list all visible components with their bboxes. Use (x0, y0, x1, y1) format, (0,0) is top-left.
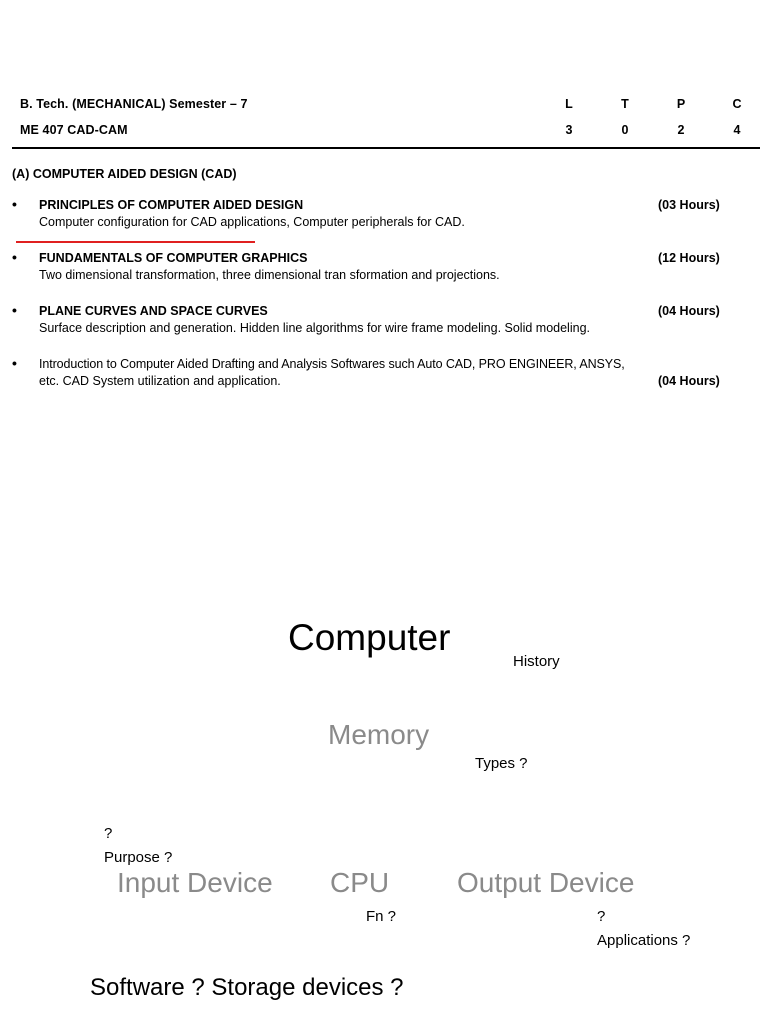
credit-t: 0 (621, 123, 629, 137)
note-output-applications: Applications ? (597, 932, 691, 949)
note-computer: Computer (288, 617, 451, 658)
topic-2-description: Two dimensional transformation, three dimensional tran sformation and projections. (39, 268, 500, 282)
topic-3-title: PLANE CURVES AND SPACE CURVES (39, 304, 268, 318)
topic-4-description-line-2: etc. CAD System utilization and application. (39, 374, 281, 388)
topic-3-hours: (04 Hours) (658, 304, 720, 318)
bullet-3: • (12, 302, 17, 318)
topic-4-hours: (04 Hours) (658, 374, 720, 388)
topic-2-title: FUNDAMENTALS OF COMPUTER GRAPHICS (39, 251, 308, 265)
bullet-2: • (12, 249, 17, 265)
note-memory: Memory (328, 719, 430, 750)
note-memory-types: Types ? (475, 755, 528, 772)
credit-p: 2 (677, 123, 685, 137)
course-code: ME 407 CAD-CAM (20, 123, 128, 137)
bullet-1: • (12, 196, 17, 212)
note-cpu-fn: Fn ? (366, 908, 397, 925)
topic-2-hours: (12 Hours) (658, 251, 720, 265)
topic-1-description: Computer configuration for CAD applications, Computer peripherals for CAD. (39, 215, 465, 229)
note-cpu: CPU (330, 867, 390, 898)
column-l-header: L (565, 97, 573, 111)
note-input-device: Input Device (117, 867, 273, 898)
program-title: B. Tech. (MECHANICAL) Semester – 7 (20, 97, 248, 111)
topic-4-description-line-1: Introduction to Computer Aided Drafting and Analysis Softwares such Auto CAD, PRO ENGINEER, ANSYS, (39, 357, 625, 371)
credit-l: 3 (565, 123, 573, 137)
note-output-question: ? (597, 908, 606, 925)
note-input-question: ? (104, 825, 113, 842)
note-history: History (513, 653, 560, 670)
note-output-device: Output Device (457, 867, 635, 898)
header-rule (12, 147, 760, 149)
red-underline-mark (16, 241, 255, 243)
section-title: (A) COMPUTER AIDED DESIGN (CAD) (12, 167, 237, 181)
credit-c: 4 (733, 123, 741, 137)
note-software-storage: Software ? Storage devices ? (90, 974, 404, 1001)
topic-1-hours: (03 Hours) (658, 198, 720, 212)
note-input-purpose: Purpose ? (104, 849, 173, 866)
column-c-header: C (732, 97, 742, 111)
topic-1-title: PRINCIPLES OF COMPUTER AIDED DESIGN (39, 198, 304, 212)
column-t-header: T (621, 97, 629, 111)
topic-3-description: Surface description and generation. Hidden line algorithms for wire frame modeling. Solid modeling. (39, 321, 590, 335)
bullet-4: • (12, 355, 17, 371)
column-p-header: P (676, 97, 686, 111)
